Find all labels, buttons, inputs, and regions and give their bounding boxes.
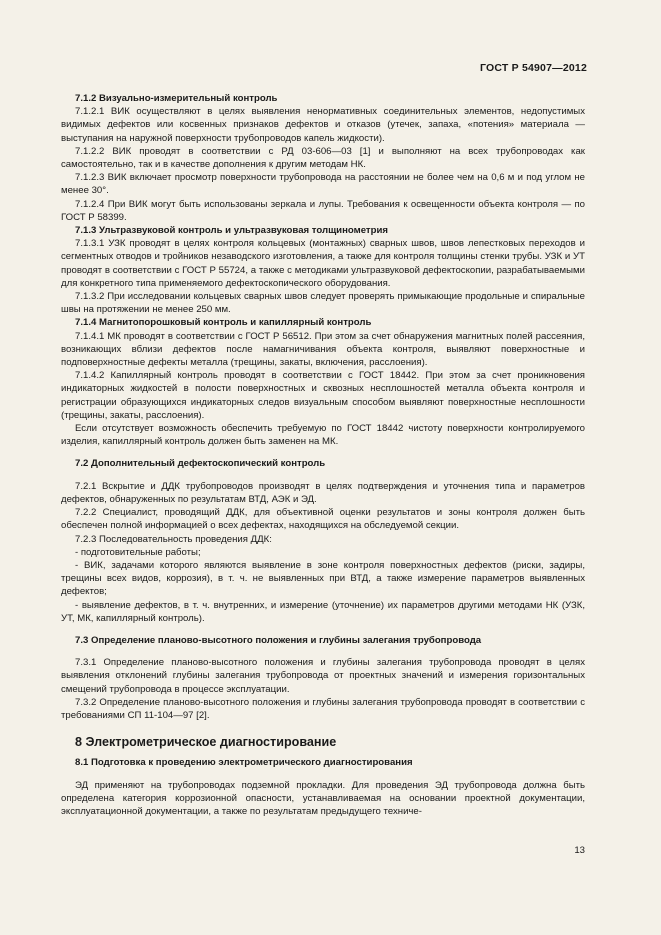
page-number: 13 <box>574 845 585 856</box>
standard-header: ГОСТ Р 54907—2012 <box>479 62 587 74</box>
section-heading: 8 Электрометрическое диагностирование <box>75 735 337 750</box>
paragraph: 7.1.2.3 ВИК включает просмотр поверхности трубопровода на расстоянии не более чем на 0,6 м и под углом не менее 30°. <box>61 172 585 197</box>
paragraph: - выявление дефектов, в т. ч. внутренних, и измерение (уточнение) их параметров другими методами НК (УЗК, УТ, МК, капиллярный контроль). <box>61 599 585 624</box>
section-heading: 8.1 Подготовка к проведению электрометрического диагностирования <box>75 757 413 769</box>
section-heading: 7.2 Дополнительный дефектоскопический контроль <box>75 458 326 470</box>
paragraph: 7.2.1 Вскрытие и ДДК трубопроводов производят в целях подтверждения и уточнения типа и параметров дефектов, обнаруженных по результатам ВТД, АЭК и ЭД. <box>61 480 585 505</box>
paragraph: 7.2.3 Последовательность проведения ДДК: <box>75 533 272 545</box>
section-heading: 7.1.3 Ультразвуковой контроль и ультразвуковая толщинометрия <box>75 225 388 237</box>
paragraph: 7.3.2 Определение планово-высотного положения и глубины залегания трубопровода проводят в соответствии с требованиями СП 11-104—97 [2]. <box>61 696 585 721</box>
paragraph: 7.1.2.1 ВИК осуществляют в целях выявления ненормативных соединительных элементов, недопустимых видимых дефектов или косвенных признаков дефектов и отказов (утечек, запаха, «потения» материала — выступания на наружной поверхности трубопроводов капель жидкости). <box>61 106 585 144</box>
paragraph: 7.2.2 Специалист, проводящий ДДК, для объективной оценки результатов и зоны контроля должен быть обеспечен полной информацией о всех дефектах, находящихся на обследуемой секции. <box>61 507 585 532</box>
paragraph: 7.1.2.4 При ВИК могут быть использованы зеркала и лупы. Требования к освещенности объекта контроля — по ГОСТ Р 58399. <box>61 198 585 223</box>
paragraph: 7.3.1 Определение планово-высотного положения и глубины залегания трубопровода проводят в целях выявления отклонений глубины залегания трубопровода от проектных значений и измерения горизонтальных смещений трубопровода в процессе эксплуатации. <box>61 657 585 695</box>
paragraph: 7.1.4.2 Капиллярный контроль проводят в соответствии с ГОСТ 18442. При этом за счет проникновения индикаторных жидкостей в полости поверхностных и сквозных несплошностей металла объекта контроля и регистрации образующихся индикаторных следов визуальным способом выявляют поверхностные несплошности (трещины, закаты, расслоения). <box>61 370 585 421</box>
section-heading: 7.3 Определение планово-высотного положения и глубины залегания трубопровода <box>75 634 482 646</box>
paragraph: 7.1.4.1 МК проводят в соответствии с ГОСТ Р 56512. При этом за счет обнаружения магнитных полей рассеяния, возникающих вблизи дефектов после намагничивания объекта контроля, выявляют поверхностные и подповерхностные дефекты металла (трещины, закаты, включения, расслоения). <box>61 330 585 369</box>
section-heading: 7.1.4 Магнитопорошковый контроль и капиллярный контроль <box>75 317 372 329</box>
paragraph: Если отсутствует возможность обеспечить требуемую по ГОСТ 18442 чистоту поверхности контролируемого изделия, капиллярный контроль должен быть заменен на МК. <box>61 423 585 448</box>
document-body <box>61 92 585 818</box>
section-heading: 7.1.2 Визуально-измерительный контроль <box>75 93 278 104</box>
paragraph: ЭД применяют на трубопроводах подземной прокладки. Для проведения ЭД трубопровода должна быть определена категория коррозионной опасности, устанавливаемая на основании проектной документации, эксплуатационной документации, а также по результатам предыдущего техниче- <box>61 779 585 817</box>
paragraph: 7.1.3.1 УЗК проводят в целях контроля кольцевых (монтажных) сварных швов, швов лепестковых переходов и сегментных отводов и тройников незаводского изготовления, а также для контроля толщины стенки трубы. УЗК и УТ проводят в соответствии с ГОСТ Р 55724, а также с методиками ультразвуковой дефектоскопии, разрабатываемыми для конкретного типа применяемого дефектоскопического оборудования. <box>61 238 585 289</box>
paragraph: 7.1.2.2 ВИК проводят в соответствии с РД 03-606—03 [1] и выполняют на всех трубопроводах как самостоятельно, так и в качестве дополнения к другим методам НК. <box>61 145 585 171</box>
paragraph: - подготовительные работы; <box>75 546 201 558</box>
paragraph: - ВИК, задачами которого являются выявление в зоне контроля поверхностных дефектов (риски, задиры, трещины всех видов, коррозия), в т. ч. не выявленных при ВТД, а также измерение параметров выявленных дефектов; <box>61 559 585 598</box>
paragraph: 7.1.3.2 При исследовании кольцевых сварных швов следует проверять примыкающие продольные и спиральные швы на протяжении не менее 250 мм. <box>61 291 585 316</box>
